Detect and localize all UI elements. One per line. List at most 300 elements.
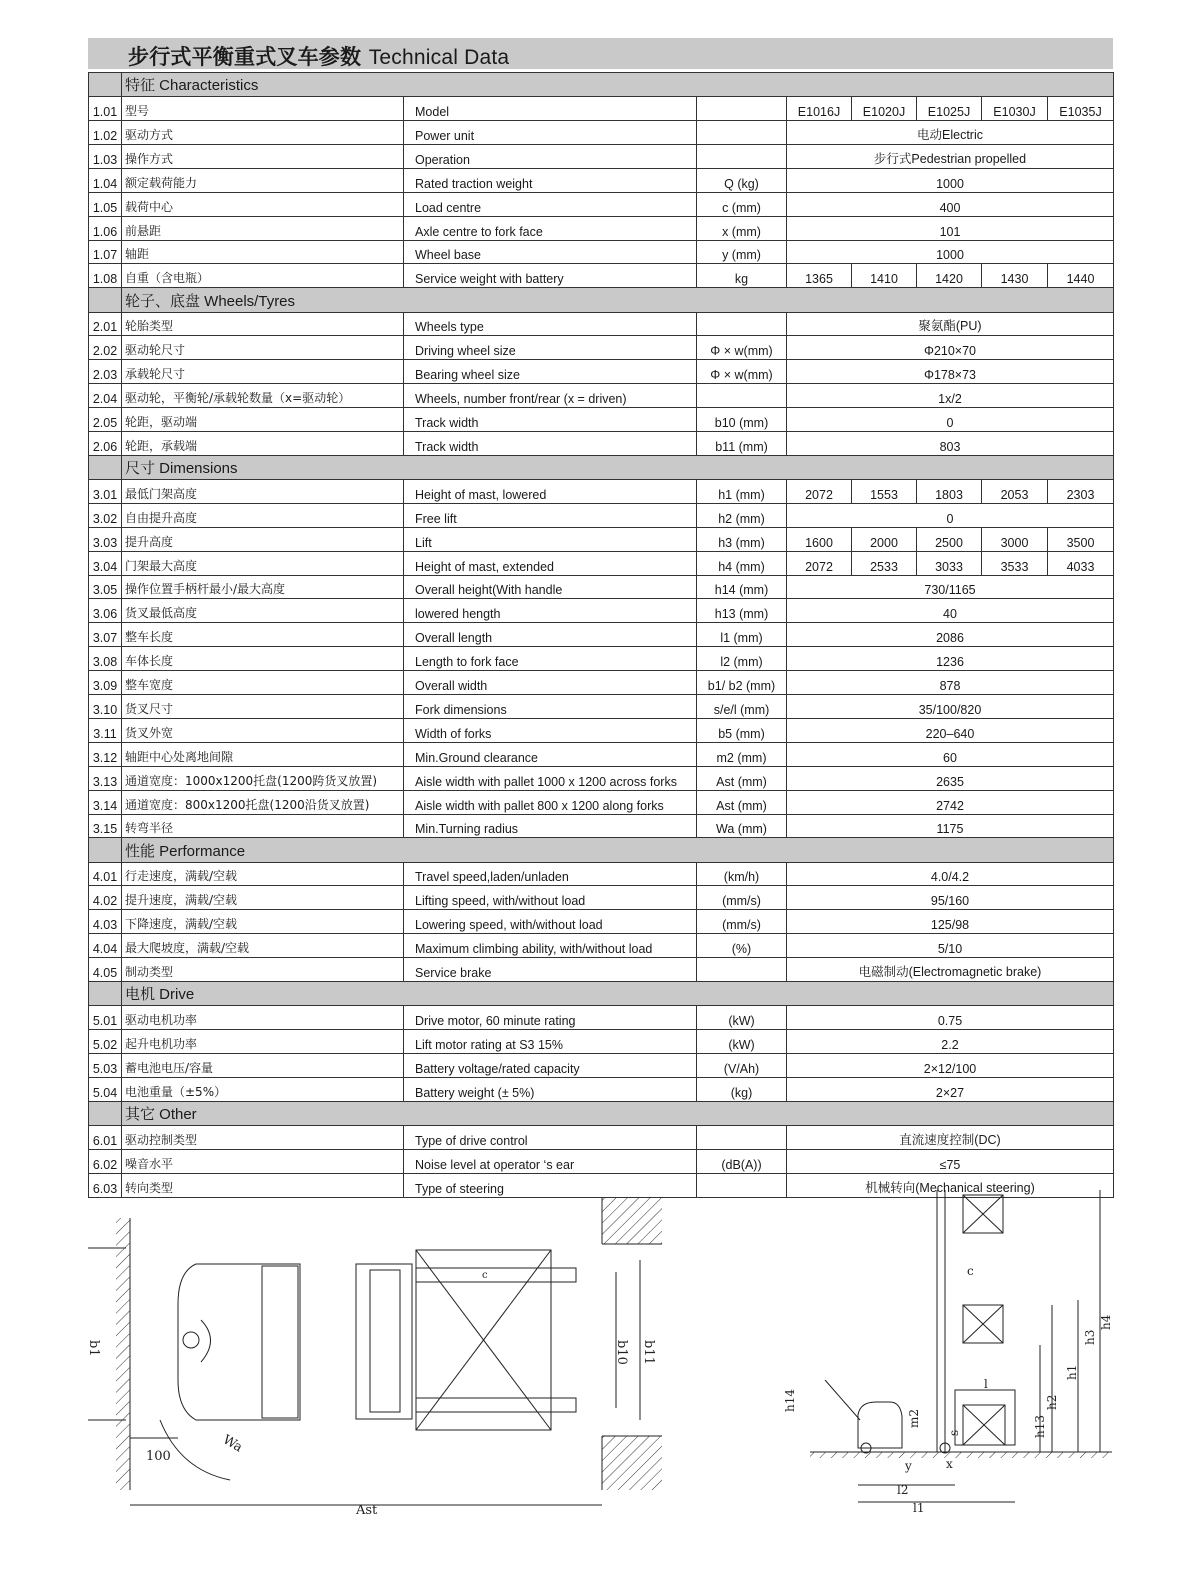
spec-number: 3.01 [89, 480, 122, 504]
model-value: 3000 [982, 527, 1048, 551]
spec-name-cn: 整车长度 [122, 623, 404, 647]
spec-unit: (dB(A)) [697, 1149, 787, 1173]
spec-name-en: Type of drive control [404, 1125, 697, 1149]
spec-value: 400 [787, 192, 1114, 216]
section-header-spacer [89, 73, 122, 97]
spec-number: 3.11 [89, 718, 122, 742]
spec-row [89, 790, 1114, 814]
spec-name-en: Bearing wheel size [404, 360, 697, 384]
spec-number: 6.02 [89, 1149, 122, 1173]
spec-value: 125/98 [787, 910, 1114, 934]
model-value: 1600 [787, 527, 852, 551]
spec-unit: (mm/s) [697, 886, 787, 910]
spec-name-en: Min.Ground clearance [404, 742, 697, 766]
dim-b10-label: b10 [614, 1340, 629, 1365]
spec-name-en: Aisle width with pallet 1000 x 1200 across forks [404, 766, 697, 790]
side-h4-label: h4 [1099, 1314, 1113, 1330]
spec-unit: b5 (mm) [697, 718, 787, 742]
spec-value: 1000 [787, 240, 1114, 264]
spec-row [89, 264, 1114, 288]
spec-number: 3.06 [89, 599, 122, 623]
model-value: E1016J [787, 97, 852, 121]
spec-value: 2×27 [787, 1077, 1114, 1101]
spec-value: 2.2 [787, 1030, 1114, 1054]
spec-value: 0 [787, 408, 1114, 432]
model-value: 1365 [787, 264, 852, 288]
spec-row [89, 431, 1114, 455]
side-c-label: c [967, 1264, 974, 1278]
spec-name-en: Power unit [404, 121, 697, 145]
model-value: 1410 [852, 264, 917, 288]
section-header-spacer [89, 982, 122, 1006]
model-value: 2533 [852, 551, 917, 575]
spec-value: 1000 [787, 168, 1114, 192]
spec-name-en: Type of steering [404, 1173, 697, 1197]
spec-name-cn: 制动类型 [122, 958, 404, 982]
spec-name-en: Wheels, number front/rear (x = driven) [404, 384, 697, 408]
spec-name-cn: 电池重量（±5%） [122, 1077, 404, 1101]
spec-number: 1.01 [89, 97, 122, 121]
spec-name-en: Driving wheel size [404, 336, 697, 360]
spec-name-en: Fork dimensions [404, 695, 697, 719]
spec-name-en: Overall length [404, 623, 697, 647]
spec-number: 3.07 [89, 623, 122, 647]
spec-number: 4.03 [89, 910, 122, 934]
spec-number: 3.08 [89, 647, 122, 671]
spec-name-cn: 轮距，承载端 [122, 431, 404, 455]
spec-row [89, 886, 1114, 910]
spec-name-en: Lowering speed, with/without load [404, 910, 697, 934]
spec-value: 95/160 [787, 886, 1114, 910]
spec-name-cn: 整车宽度 [122, 671, 404, 695]
spec-value: 2086 [787, 623, 1114, 647]
page-title [128, 41, 509, 71]
spec-name-cn: 转向类型 [122, 1173, 404, 1197]
section-header-spacer [89, 288, 122, 312]
side-s-label: s [947, 1429, 961, 1436]
dim-b11-label: b11 [641, 1340, 656, 1365]
spec-row [89, 766, 1114, 790]
spec-name-cn: 轴距中心处离地间隙 [122, 742, 404, 766]
side-y-label: y [905, 1459, 912, 1473]
spec-name-cn: 自重（含电瓶） [122, 264, 404, 288]
side-h13-label: h13 [1033, 1415, 1047, 1438]
spec-row [89, 718, 1114, 742]
spec-name-en: Lifting speed, with/without load [404, 886, 697, 910]
spec-name-en: Overall width [404, 671, 697, 695]
title-en: Technical Data [368, 46, 510, 69]
spec-name-en: Rated traction weight [404, 168, 697, 192]
spec-unit: (kW) [697, 1030, 787, 1054]
spec-name-en: Length to fork face [404, 647, 697, 671]
spec-number: 2.01 [89, 312, 122, 336]
spec-number: 4.05 [89, 958, 122, 982]
spec-name-cn: 噪音水平 [122, 1149, 404, 1173]
spec-unit: Φ × w(mm) [697, 360, 787, 384]
spec-row [89, 1030, 1114, 1054]
spec-value: 1175 [787, 814, 1114, 838]
spec-name-cn: 货叉外宽 [122, 718, 404, 742]
dim-c-label: c [482, 1270, 488, 1281]
spec-name-en: Lift [404, 527, 697, 551]
model-value: 1553 [852, 480, 917, 504]
spec-value: 电磁制动(Electromagnetic brake) [787, 958, 1114, 982]
spec-name-cn: 转弯半径 [122, 814, 404, 838]
spec-name-en: Wheel base [404, 240, 697, 264]
spec-number: 1.06 [89, 216, 122, 240]
spec-row [89, 575, 1114, 599]
spec-unit: (kW) [697, 1006, 787, 1030]
spec-name-en: Noise level at operator ‘s ear [404, 1149, 697, 1173]
spec-name-cn: 蓄电池电压/容量 [122, 1054, 404, 1078]
spec-value: 电动Electric [787, 121, 1114, 145]
spec-value: 直流速度控制(DC) [787, 1125, 1114, 1149]
spec-name-en: Height of mast, lowered [404, 480, 697, 504]
spec-value: 40 [787, 599, 1114, 623]
spec-name-cn: 车体长度 [122, 647, 404, 671]
spec-unit: l1 (mm) [697, 623, 787, 647]
spec-name-cn: 操作位置手柄杆最小/最大高度 [122, 575, 404, 599]
spec-number: 2.05 [89, 408, 122, 432]
spec-value: 878 [787, 671, 1114, 695]
model-value: E1025J [917, 97, 982, 121]
section-header [89, 982, 1114, 1006]
spec-row [89, 671, 1114, 695]
model-value: E1020J [852, 97, 917, 121]
spec-value: 1x/2 [787, 384, 1114, 408]
model-value: 3500 [1048, 527, 1114, 551]
spec-row [89, 910, 1114, 934]
spec-number: 4.01 [89, 862, 122, 886]
spec-unit: (mm/s) [697, 910, 787, 934]
spec-unit: b1/ b2 (mm) [697, 671, 787, 695]
spec-row [89, 1077, 1114, 1101]
spec-unit: (V/Ah) [697, 1054, 787, 1078]
spec-name-en: Travel speed,laden/unladen [404, 862, 697, 886]
spec-row [89, 144, 1114, 168]
spec-name-en: Overall height(With handle [404, 575, 697, 599]
spec-unit [697, 958, 787, 982]
spec-unit: c (mm) [697, 192, 787, 216]
spec-number: 2.06 [89, 431, 122, 455]
spec-unit: h2 (mm) [697, 503, 787, 527]
dim-b1-label: b1 [86, 1340, 101, 1357]
spec-unit: h1 (mm) [697, 480, 787, 504]
spec-name-cn: 最低门架高度 [122, 480, 404, 504]
spec-value: 101 [787, 216, 1114, 240]
spec-number: 1.02 [89, 121, 122, 145]
spec-unit: Wa (mm) [697, 814, 787, 838]
spec-value: 5/10 [787, 934, 1114, 958]
spec-number: 5.01 [89, 1006, 122, 1030]
spec-number: 3.04 [89, 551, 122, 575]
spec-name-cn: 货叉尺寸 [122, 695, 404, 719]
spec-name-cn: 轴距 [122, 240, 404, 264]
side-view-labels [783, 1264, 1113, 1515]
spec-name-cn: 起升电机功率 [122, 1030, 404, 1054]
spec-name-cn: 操作方式 [122, 144, 404, 168]
side-l-label: l [984, 1377, 988, 1391]
spec-row [89, 408, 1114, 432]
spec-name-cn: 型号 [122, 97, 404, 121]
spec-row [89, 742, 1114, 766]
spec-unit: h3 (mm) [697, 527, 787, 551]
spec-name-cn: 驱动轮，平衡轮/承载轮数量（x=驱动轮） [122, 384, 404, 408]
spec-row [89, 97, 1114, 121]
spec-row [89, 240, 1114, 264]
spec-name-en: Track width [404, 408, 697, 432]
spec-unit [697, 144, 787, 168]
spec-number: 2.02 [89, 336, 122, 360]
spec-row [89, 192, 1114, 216]
model-value: 2500 [917, 527, 982, 551]
section-header [89, 455, 1114, 479]
spec-unit: m2 (mm) [697, 742, 787, 766]
model-value: E1030J [982, 97, 1048, 121]
technical-drawings [0, 1180, 1200, 1589]
model-value: 1430 [982, 264, 1048, 288]
spec-name-cn: 轮距，驱动端 [122, 408, 404, 432]
spec-value: 730/1165 [787, 575, 1114, 599]
spec-number: 4.02 [89, 886, 122, 910]
spec-row [89, 551, 1114, 575]
spec-unit [697, 1125, 787, 1149]
spec-name-cn: 通道宽度：800x1200托盘(1200沿货叉放置) [122, 790, 404, 814]
spec-name-cn: 额定载荷能力 [122, 168, 404, 192]
spec-number: 5.02 [89, 1030, 122, 1054]
spec-unit [697, 384, 787, 408]
spec-unit: h13 (mm) [697, 599, 787, 623]
spec-name-cn: 提升高度 [122, 527, 404, 551]
spec-row [89, 121, 1114, 145]
section-title: 电机 Drive [122, 982, 1114, 1006]
spec-unit: (kg) [697, 1077, 787, 1101]
spec-value: 步行式Pedestrian propelled [787, 144, 1114, 168]
spec-name-en: Service brake [404, 958, 697, 982]
spec-name-en: Load centre [404, 192, 697, 216]
model-value: E1035J [1048, 97, 1114, 121]
spec-value: 220–640 [787, 718, 1114, 742]
spec-name-en: Drive motor, 60 minute rating [404, 1006, 697, 1030]
spec-name-cn: 轮胎类型 [122, 312, 404, 336]
model-value: 1420 [917, 264, 982, 288]
section-title: 轮子、底盘 Wheels/Tyres [122, 288, 1114, 312]
spec-unit: kg [697, 264, 787, 288]
spec-name-en: Track width [404, 431, 697, 455]
spec-value: Φ178×73 [787, 360, 1114, 384]
spec-name-cn: 最大爬坡度，满载/空载 [122, 934, 404, 958]
title-cn: 步行式平衡重式叉车参数 [128, 45, 362, 69]
spec-row [89, 503, 1114, 527]
spec-table [88, 72, 1114, 1198]
spec-unit [697, 97, 787, 121]
spec-value: 803 [787, 431, 1114, 455]
spec-name-cn: 门架最大高度 [122, 551, 404, 575]
spec-value: 机械转向(Mechanical steering) [787, 1173, 1114, 1197]
spec-row [89, 814, 1114, 838]
spec-name-cn: 自由提升高度 [122, 503, 404, 527]
spec-row [89, 480, 1114, 504]
spec-name-en: Aisle width with pallet 800 x 1200 along forks [404, 790, 697, 814]
model-value: 2072 [787, 480, 852, 504]
spec-name-cn: 驱动方式 [122, 121, 404, 145]
top-view-drawing [88, 1198, 662, 1505]
spec-name-en: Battery voltage/rated capacity [404, 1054, 697, 1078]
spec-name-en: lowered hength [404, 599, 697, 623]
spec-value: 0 [787, 503, 1114, 527]
model-value: 3533 [982, 551, 1048, 575]
spec-number: 2.04 [89, 384, 122, 408]
side-l1-label: l1 [913, 1501, 925, 1515]
spec-row [89, 336, 1114, 360]
spec-number: 3.02 [89, 503, 122, 527]
side-l2-label: l2 [897, 1483, 909, 1497]
spec-value: 0.75 [787, 1006, 1114, 1030]
model-value: 3033 [917, 551, 982, 575]
spec-row [89, 647, 1114, 671]
spec-row [89, 384, 1114, 408]
model-value: 2000 [852, 527, 917, 551]
spec-row [89, 216, 1114, 240]
spec-number: 1.04 [89, 168, 122, 192]
spec-number: 1.03 [89, 144, 122, 168]
spec-name-en: Width of forks [404, 718, 697, 742]
spec-row [89, 527, 1114, 551]
title-bar [88, 38, 1113, 69]
spec-number: 1.07 [89, 240, 122, 264]
spec-row [89, 360, 1114, 384]
spec-number: 3.05 [89, 575, 122, 599]
spec-name-en: Min.Turning radius [404, 814, 697, 838]
dim-100-label: 100 [146, 1449, 171, 1464]
spec-name-en: Lift motor rating at S3 15% [404, 1030, 697, 1054]
spec-unit: Q (kg) [697, 168, 787, 192]
spec-name-cn: 提升速度，满载/空载 [122, 886, 404, 910]
spec-value: 35/100/820 [787, 695, 1114, 719]
spec-name-en: Wheels type [404, 312, 697, 336]
spec-name-en: Operation [404, 144, 697, 168]
side-x-label: x [946, 1457, 953, 1471]
spec-name-en: Height of mast, extended [404, 551, 697, 575]
section-title: 尺寸 Dimensions [122, 455, 1114, 479]
spec-unit: l2 (mm) [697, 647, 787, 671]
spec-value: 1236 [787, 647, 1114, 671]
spec-row [89, 599, 1114, 623]
spec-row [89, 623, 1114, 647]
spec-unit: Ast (mm) [697, 790, 787, 814]
spec-unit: h4 (mm) [697, 551, 787, 575]
spec-row [89, 1054, 1114, 1078]
spec-name-cn: 下降速度，满载/空载 [122, 910, 404, 934]
section-header [89, 288, 1114, 312]
spec-value: ≤75 [787, 1149, 1114, 1173]
spec-row [89, 862, 1114, 886]
spec-unit [697, 121, 787, 145]
spec-number: 4.04 [89, 934, 122, 958]
spec-number: 3.15 [89, 814, 122, 838]
side-h14-label: h14 [783, 1389, 797, 1412]
spec-name-en: Maximum climbing ability, with/without load [404, 934, 697, 958]
spec-value: 2×12/100 [787, 1054, 1114, 1078]
spec-value: 聚氨酯(PU) [787, 312, 1114, 336]
model-value: 4033 [1048, 551, 1114, 575]
section-header-spacer [89, 455, 122, 479]
spec-number: 3.13 [89, 766, 122, 790]
spec-name-cn: 驱动控制类型 [122, 1125, 404, 1149]
spec-unit: y (mm) [697, 240, 787, 264]
spec-row [89, 1006, 1114, 1030]
model-value: 2072 [787, 551, 852, 575]
dim-wa-label: Wa [220, 1432, 245, 1456]
model-value: 1803 [917, 480, 982, 504]
spec-number: 1.05 [89, 192, 122, 216]
spec-unit: (km/h) [697, 862, 787, 886]
spec-row [89, 1149, 1114, 1173]
spec-row [89, 168, 1114, 192]
section-title: 其它 Other [122, 1101, 1114, 1125]
spec-row [89, 958, 1114, 982]
spec-name-cn: 行走速度，满载/空载 [122, 862, 404, 886]
spec-row [89, 695, 1114, 719]
side-h3-label: h3 [1083, 1329, 1097, 1345]
spec-number: 3.03 [89, 527, 122, 551]
spec-row [89, 1125, 1114, 1149]
spec-unit: b10 (mm) [697, 408, 787, 432]
spec-value: Φ210×70 [787, 336, 1114, 360]
spec-unit: s/e/l (mm) [697, 695, 787, 719]
side-m2-label: m2 [907, 1408, 921, 1428]
spec-name-en: Battery weight (± 5%) [404, 1077, 697, 1101]
side-h2-label: h2 [1045, 1394, 1059, 1410]
section-header [89, 1101, 1114, 1125]
spec-name-cn: 载荷中心 [122, 192, 404, 216]
section-title: 性能 Performance [122, 838, 1114, 862]
section-header [89, 838, 1114, 862]
spec-name-cn: 驱动电机功率 [122, 1006, 404, 1030]
spec-value: 60 [787, 742, 1114, 766]
spec-unit: b11 (mm) [697, 431, 787, 455]
spec-name-cn: 前悬距 [122, 216, 404, 240]
spec-unit: Φ × w(mm) [697, 336, 787, 360]
spec-name-en: Axle centre to fork face [404, 216, 697, 240]
spec-value: 4.0/4.2 [787, 862, 1114, 886]
spec-row [89, 312, 1114, 336]
spec-unit: x (mm) [697, 216, 787, 240]
spec-unit: h14 (mm) [697, 575, 787, 599]
spec-name-cn: 承载轮尺寸 [122, 360, 404, 384]
top-view-labels [86, 1270, 656, 1518]
spec-number: 2.03 [89, 360, 122, 384]
dim-ast-label: Ast [356, 1503, 378, 1518]
spec-number: 6.01 [89, 1125, 122, 1149]
spec-value: 2742 [787, 790, 1114, 814]
spec-number: 1.08 [89, 264, 122, 288]
side-view-drawing [810, 1190, 1112, 1502]
spec-row [89, 934, 1114, 958]
model-value: 2303 [1048, 480, 1114, 504]
spec-unit: (%) [697, 934, 787, 958]
spec-number: 5.03 [89, 1054, 122, 1078]
spec-number: 3.09 [89, 671, 122, 695]
section-header-spacer [89, 1101, 122, 1125]
spec-value: 2635 [787, 766, 1114, 790]
spec-unit [697, 312, 787, 336]
spec-name-en: Model [404, 97, 697, 121]
spec-unit: Ast (mm) [697, 766, 787, 790]
section-header-spacer [89, 838, 122, 862]
spec-name-cn: 通道宽度：1000x1200托盘(1200跨货叉放置) [122, 766, 404, 790]
spec-number: 5.04 [89, 1077, 122, 1101]
